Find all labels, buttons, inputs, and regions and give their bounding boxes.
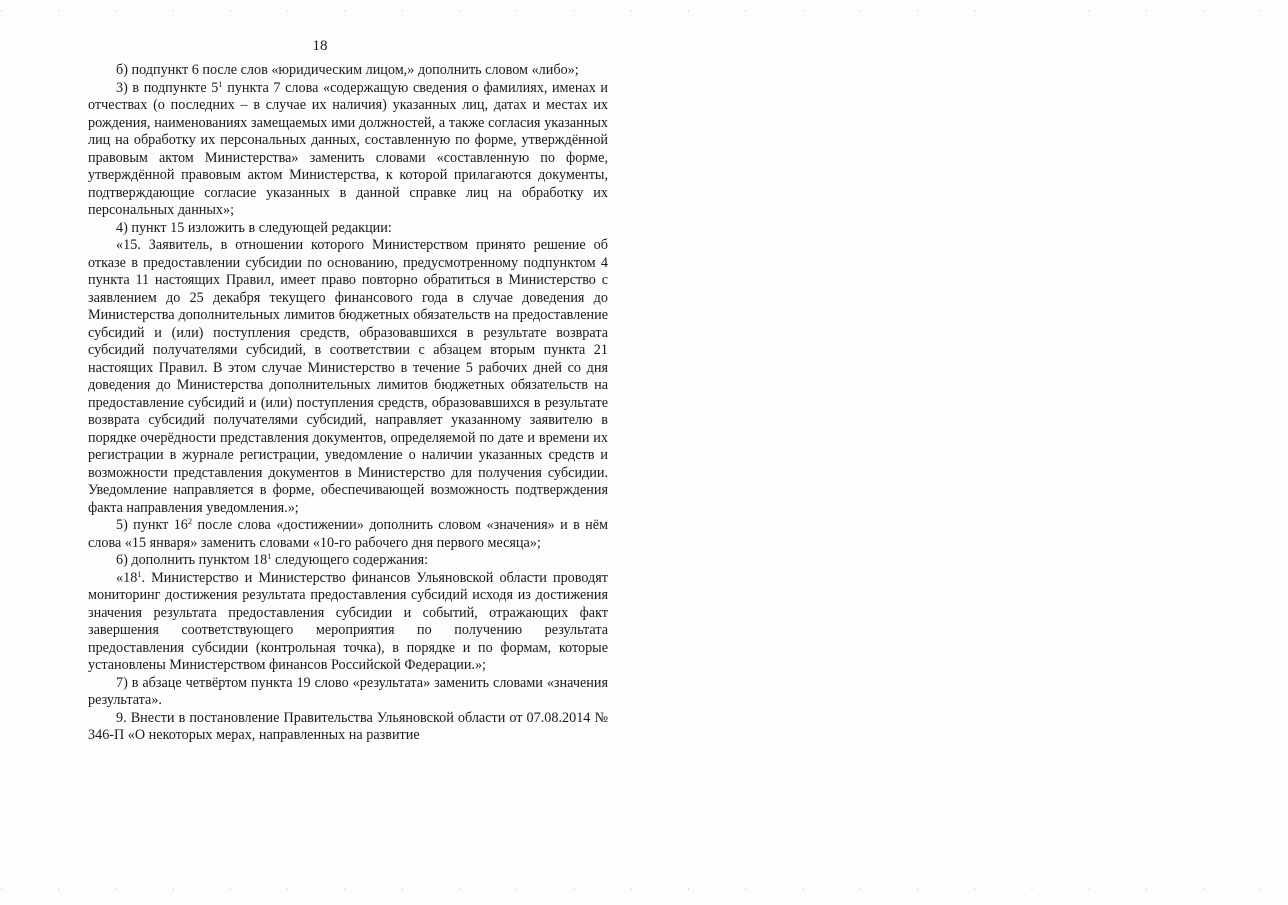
document-body <box>88 62 608 745</box>
paragraph: «15. Заявитель, в отношении которого Министерством принято решение об отказе в предоставлении субсидии по основанию, предусмотренному подпунктом 4 пункта 11 настоящих Правил, имеет право повторно обратиться в Министерство с заявлением до 25 декабря текущего финансового года в случае доведения до Министерства дополнительных лимитов бюджетных обязательств на предоставление субсидий и (или) поступления средств, образовавшихся в результате возврата субсидий получателями субсидий, в соответствии с абзацем вторым пункта 21 настоящих Правил. В этом случае Министерство в течение 5 рабочих дней со дня доведения до Министерства дополнительных лимитов бюджетных обязательств на предоставление субсидий и (или) поступления средств, образовавшихся в результате возврата субсидий получателями субсидий, направляет указанному заявителю в порядке очерёдности представления документов, определяемой по дате и времени их регистрации в журнале регистрации, уведомление о наличии указанных средств и возможности представления документов в Министерство для получения субсидии. Уведомление направляется в форме, обеспечивающей возможность подтверждения факта направления уведомления.»; <box>88 237 608 516</box>
paragraph: 4) пункт 15 изложить в следующей редакции: <box>116 219 392 236</box>
paragraph: 5) пункт $16^2$ после слова «достижении» дополнить словом «значения» и в нём слова «15 января» заменить словами «10-го рабочего дня первого месяца»; <box>88 516 608 551</box>
paragraph: 9. Внести в постановление Правительства Ульяновской области от 07.08.2014 № 346-П «О некоторых мерах, направленных на развитие <box>88 709 608 743</box>
page-number: 18 <box>312 38 328 54</box>
paragraph: 6) дополнить пунктом $18^1$ следующего содержания: <box>116 551 429 568</box>
scan-noise-top: · · · · · · · · · · · · · · · · · · · · · · · <box>0 6 1288 16</box>
paragraph: 7) в абзаце четвёртом пункта 19 слово «результата» заменить словами «значения результата». <box>88 674 608 708</box>
paragraph: б) подпункт 6 после слов «юридическим лицом,» дополнить словом «либо»; <box>116 62 579 78</box>
scan-noise-bottom: · · · · · · · · · · · · · · · · · · · · · · · <box>0 884 1288 894</box>
paragraph: «$18^1$. Министерство и Министерство финансов Ульяновской области проводят мониторинг достижения результата предоставления субсидий исходя из достижения значения результата предоставления субсидии и событий, отражающих факт завершения соответствующего мероприятия по получению результата предоставления субсидии (контрольная точка), в порядке и по формам, которые установлены Министерством финансов Российской Федерации.»; <box>88 568 608 673</box>
paragraph: 3) в подпункте $5^1$ пункта 7 слова «содержащую сведения о фамилиях, именах и отчествах (о последних – в случае их наличия) указанных лиц, датах и местах их рождения, наименованиях замещаемых ими должностей, а также согласия указанных лиц на обработку их персональных данных, составленную по форме, утверждённой правовым актом Министерства» заменить словами «составленную по форме, утверждённой правовым актом Министерства, к которой прилагаются документы, подтверждающие согласие указанных в данной справке лиц на обработку их персональных данных»; <box>88 78 608 218</box>
